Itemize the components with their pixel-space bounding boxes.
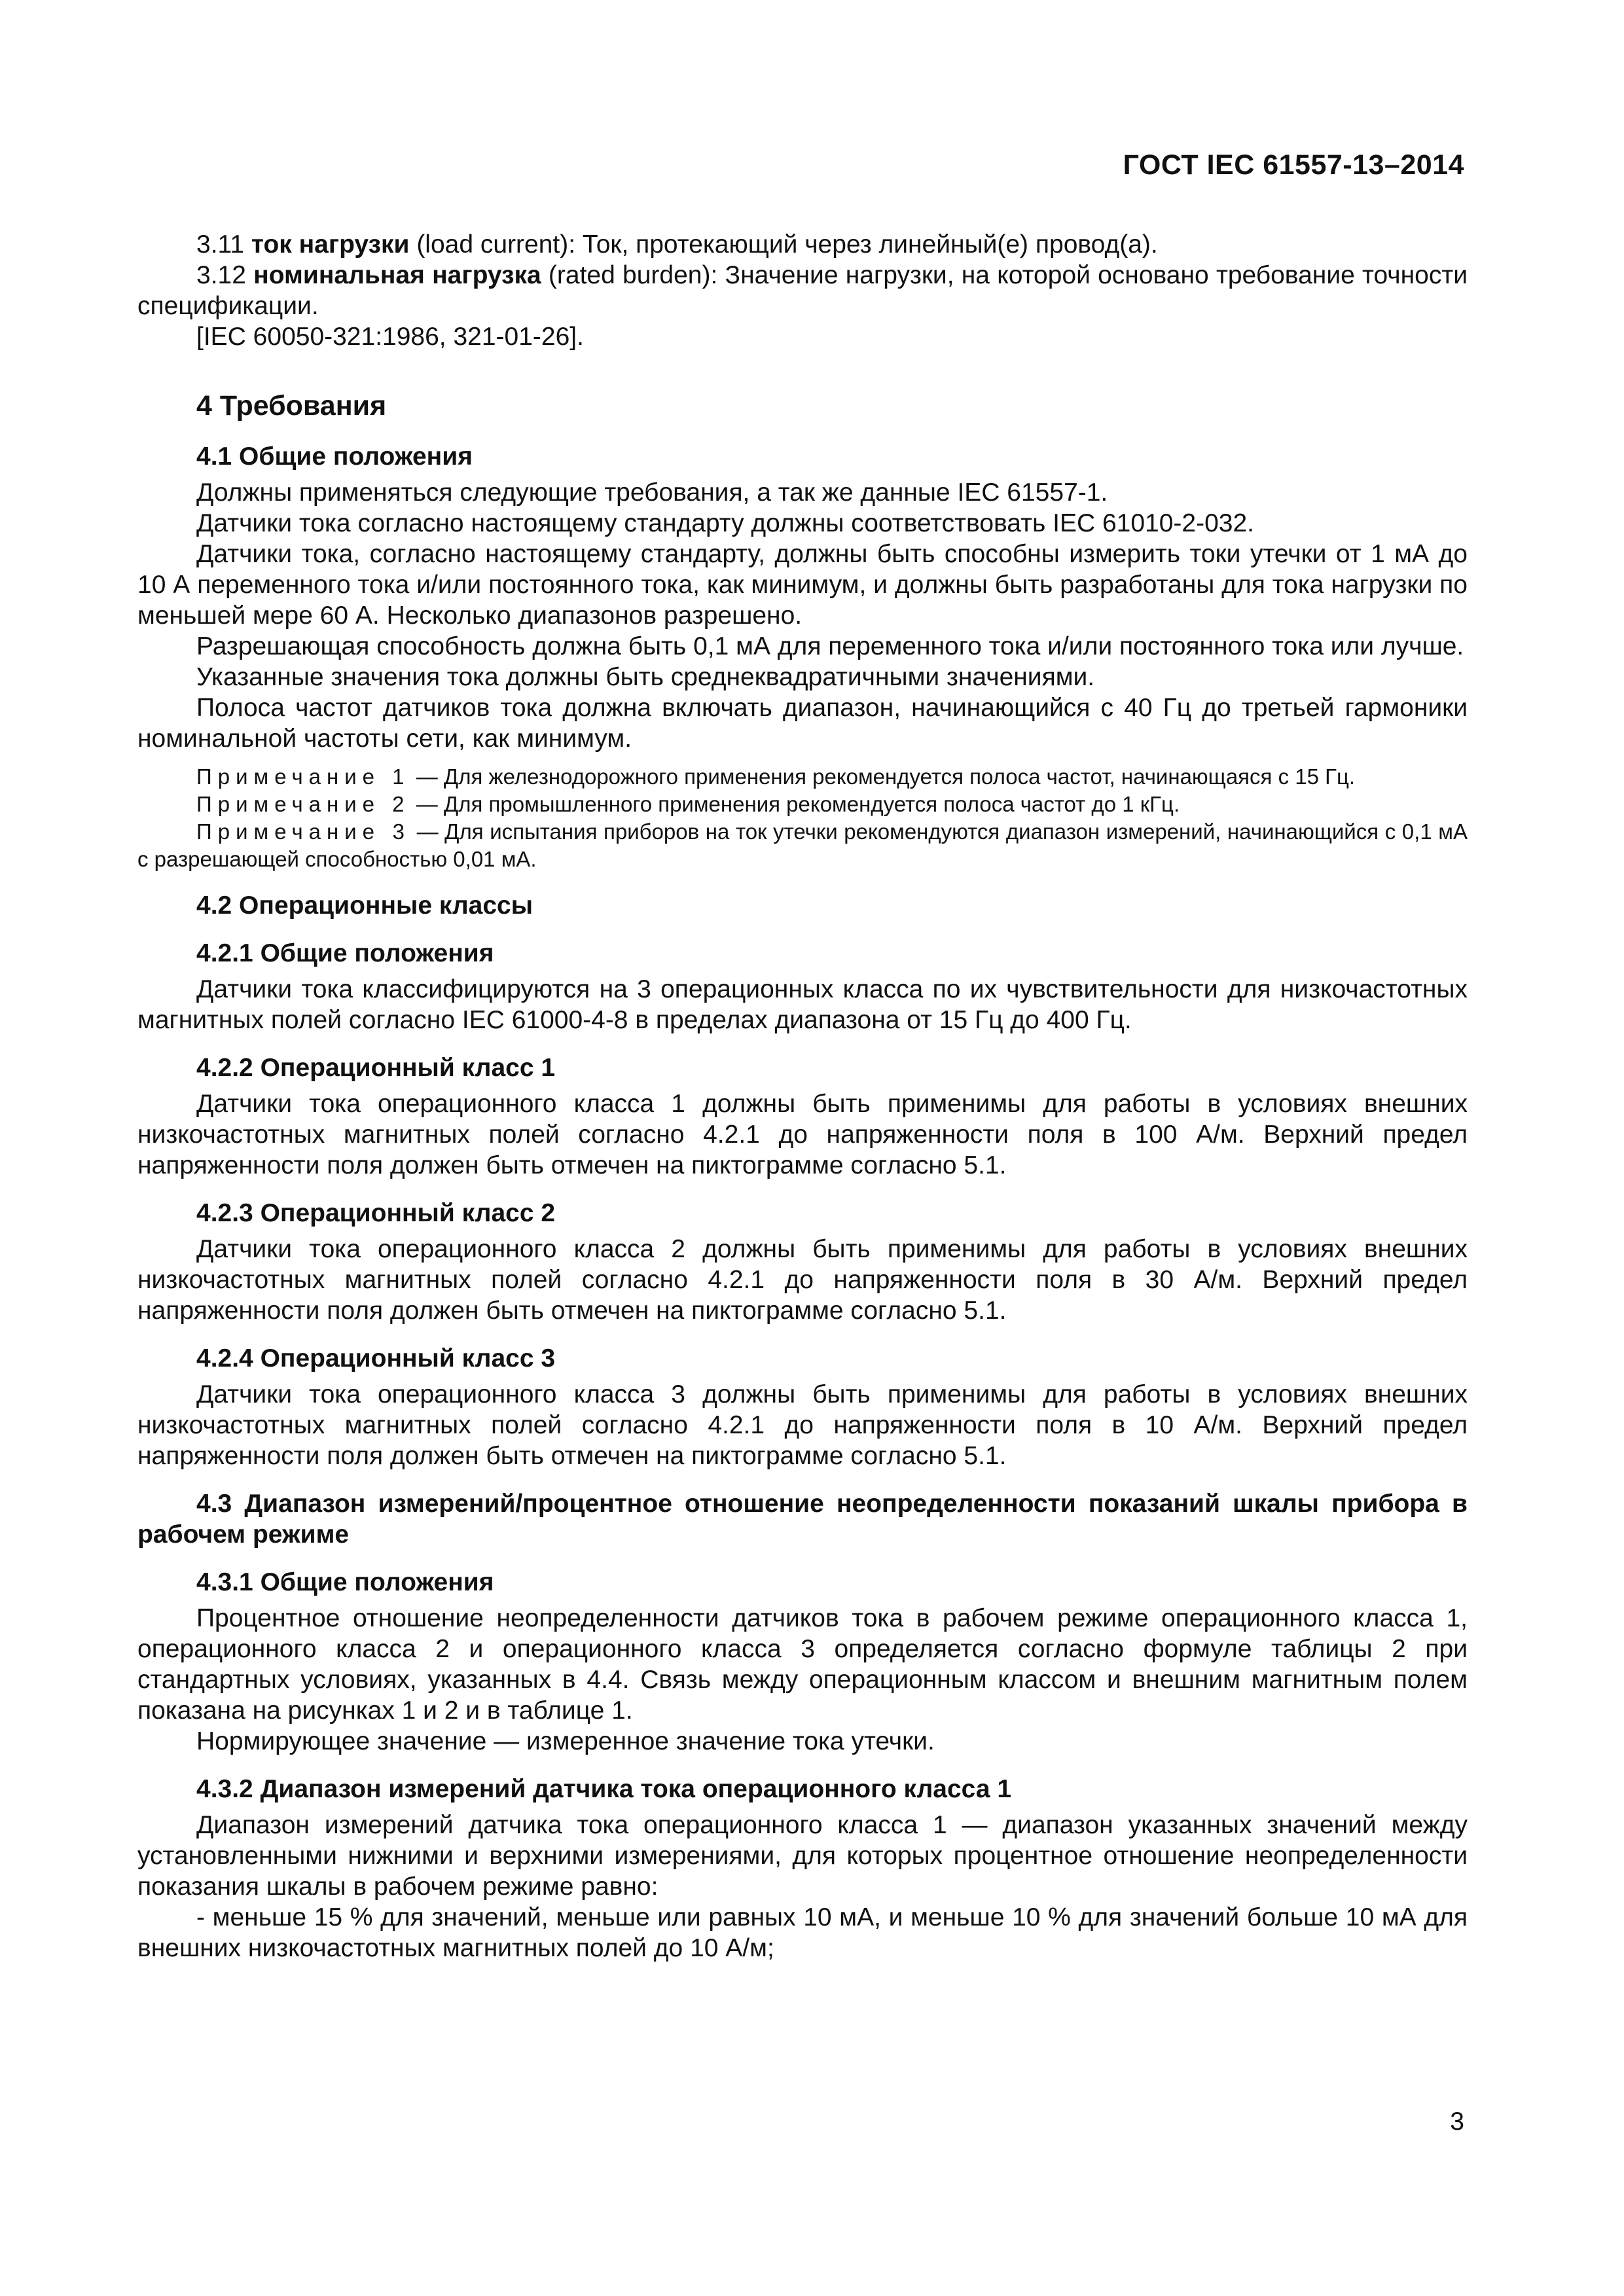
section-4-1-title: 4.1 Общие положения	[196, 442, 473, 471]
paragraph: Датчики тока согласно настоящему стандарту должны соответствовать IEC 61010-2-032.	[196, 509, 1255, 537]
note-2	[137, 791, 1468, 818]
paragraph: Датчики тока классифицируются на 3 операционных класса по их чувствительности для низкочастотных магнитных полей согласно IEC 61000-4-8 в пределах диапазона от 15 Гц до 400 Гц.	[137, 975, 1468, 1034]
note-label: Примечание 2	[196, 792, 410, 816]
paragraph: Датчики тока операционного класса 1 должны быть применимы для работы в условиях внешних низкочастотных магнитных полей согласно 4.2.1 до напряженности поля в 100 А/м. Верхний предел напряженности поля должен быть отмечен на пиктограмме согласно 5.1.	[137, 1090, 1468, 1179]
definition-text: (load current): Ток, протекающий через линейный(е) провод(а).	[409, 230, 1158, 259]
definition-term: номинальная нагрузка	[253, 261, 541, 289]
definition-number: 3.11	[196, 230, 251, 259]
note-text: — Для испытания приборов на ток утечки рекомендуются диапазон измерений, начинающийся с 0,1 мА с разрешающей способностью 0,01 мА.	[137, 819, 1468, 871]
definition-text: (rated burden): Значение нагрузки, на которой основано требование точности спецификации.	[137, 261, 1468, 320]
paragraph: Процентное отношение неопределенности датчиков тока в рабочем режиме операционного класса 1, операционного класса 2 и операционного класса 3 определяется согласно формуле таблицы 2 при стандартных условиях, указанных в 4.4. Связь между операционным классом и внешним магнитным полем показана на рисунках 1 и 2 и в таблице 1.	[137, 1604, 1468, 1725]
definition-3-12	[137, 260, 1468, 321]
note-text: — Для промышленного применения рекомендуется полоса частот до 1 кГц.	[410, 792, 1180, 816]
paragraph: Датчики тока операционного класса 3 должны быть применимы для работы в условиях внешних низкочастотных магнитных полей согласно 4.2.1 до напряженности поля в 10 А/м. Верхний предел напряженности поля должен быть отмечен на пиктограмме согласно 5.1.	[137, 1380, 1468, 1470]
paragraph: Датчики тока операционного класса 2 должны быть применимы для работы в условиях внешних низкочастотных магнитных полей согласно 4.2.1 до напряженности поля в 30 А/м. Верхний предел напряженности поля должен быть отмечен на пиктограмме согласно 5.1.	[137, 1235, 1468, 1325]
note-1	[137, 763, 1468, 791]
definition-term: ток нагрузки	[251, 230, 410, 259]
standard-header: ГОСТ IEC 61557-13–2014	[1123, 149, 1464, 181]
note-3	[137, 818, 1468, 873]
section-4-3-title: 4.3 Диапазон измерений/процентное отношение неопределенности показаний шкалы прибора в рабочем режиме	[137, 1490, 1468, 1549]
definition-3-11	[137, 229, 1468, 260]
definition-number: 3.12	[196, 261, 254, 289]
note-text: — Для железнодорожного применения рекомендуется полоса частот, начинающаяся с 15 Гц.	[410, 764, 1356, 789]
paragraph: Разрешающая способность должна быть 0,1 мА для переменного тока и/или постоянного тока или лучше.	[196, 632, 1464, 660]
section-4-3-2-title: 4.3.2 Диапазон измерений датчика тока операционного класса 1	[196, 1775, 1012, 1803]
paragraph: Нормирующее значение — измеренное значение тока утечки.	[196, 1727, 935, 1755]
section-4-2-1-title: 4.2.1 Общие положения	[196, 939, 494, 967]
section-4-2-3-title: 4.2.3 Операционный класс 2	[196, 1199, 556, 1227]
section-4-3-1-title: 4.3.1 Общие положения	[196, 1568, 494, 1596]
paragraph: Полоса частот датчиков тока должна включать диапазон, начинающийся с 40 Гц до третьей гармоники номинальной частоты сети, как минимум.	[137, 694, 1468, 753]
page-content	[137, 229, 1468, 1964]
section-4-2-4-title: 4.2.4 Операционный класс 3	[196, 1344, 556, 1372]
paragraph: Указанные значения тока должны быть среднеквадратичными значениями.	[196, 663, 1095, 691]
paragraph: Датчики тока, согласно настоящему стандарту, должны быть способны измерить токи утечки от 1 мА до 10 А переменного тока и/или постоянного тока, как минимум, и должны быть разработаны для тока нагрузки по меньшей мере 60 А. Несколько диапазонов разрешено.	[137, 540, 1468, 630]
page-number: 3	[1450, 2108, 1464, 2136]
section-4-2-2-title: 4.2.2 Операционный класс 1	[196, 1054, 556, 1082]
section-4-2-title: 4.2 Операционные классы	[196, 891, 533, 920]
paragraph: Диапазон измерений датчика тока операционного класса 1 — диапазон указанных значений между установленными нижними и верхними измерениями, для которых процентное отношение неопределенности показания шкалы в рабочем режиме равно:	[137, 1811, 1468, 1901]
note-label: Примечание 1	[196, 764, 410, 789]
paragraph: Должны применяться следующие требования, а так же данные IEC 61557-1.	[196, 478, 1108, 507]
note-label: Примечание 3	[196, 819, 410, 844]
reference-line: [IEC 60050-321:1986, 321-01-26].	[196, 323, 584, 351]
section-4-title: 4 Требования	[196, 390, 387, 422]
paragraph: - меньше 15 % для значений, меньше или равных 10 мА, и меньше 10 % для значений больше 10 мА для внешних низкочастотных магнитных полей до 10 А/м;	[137, 1903, 1468, 1962]
